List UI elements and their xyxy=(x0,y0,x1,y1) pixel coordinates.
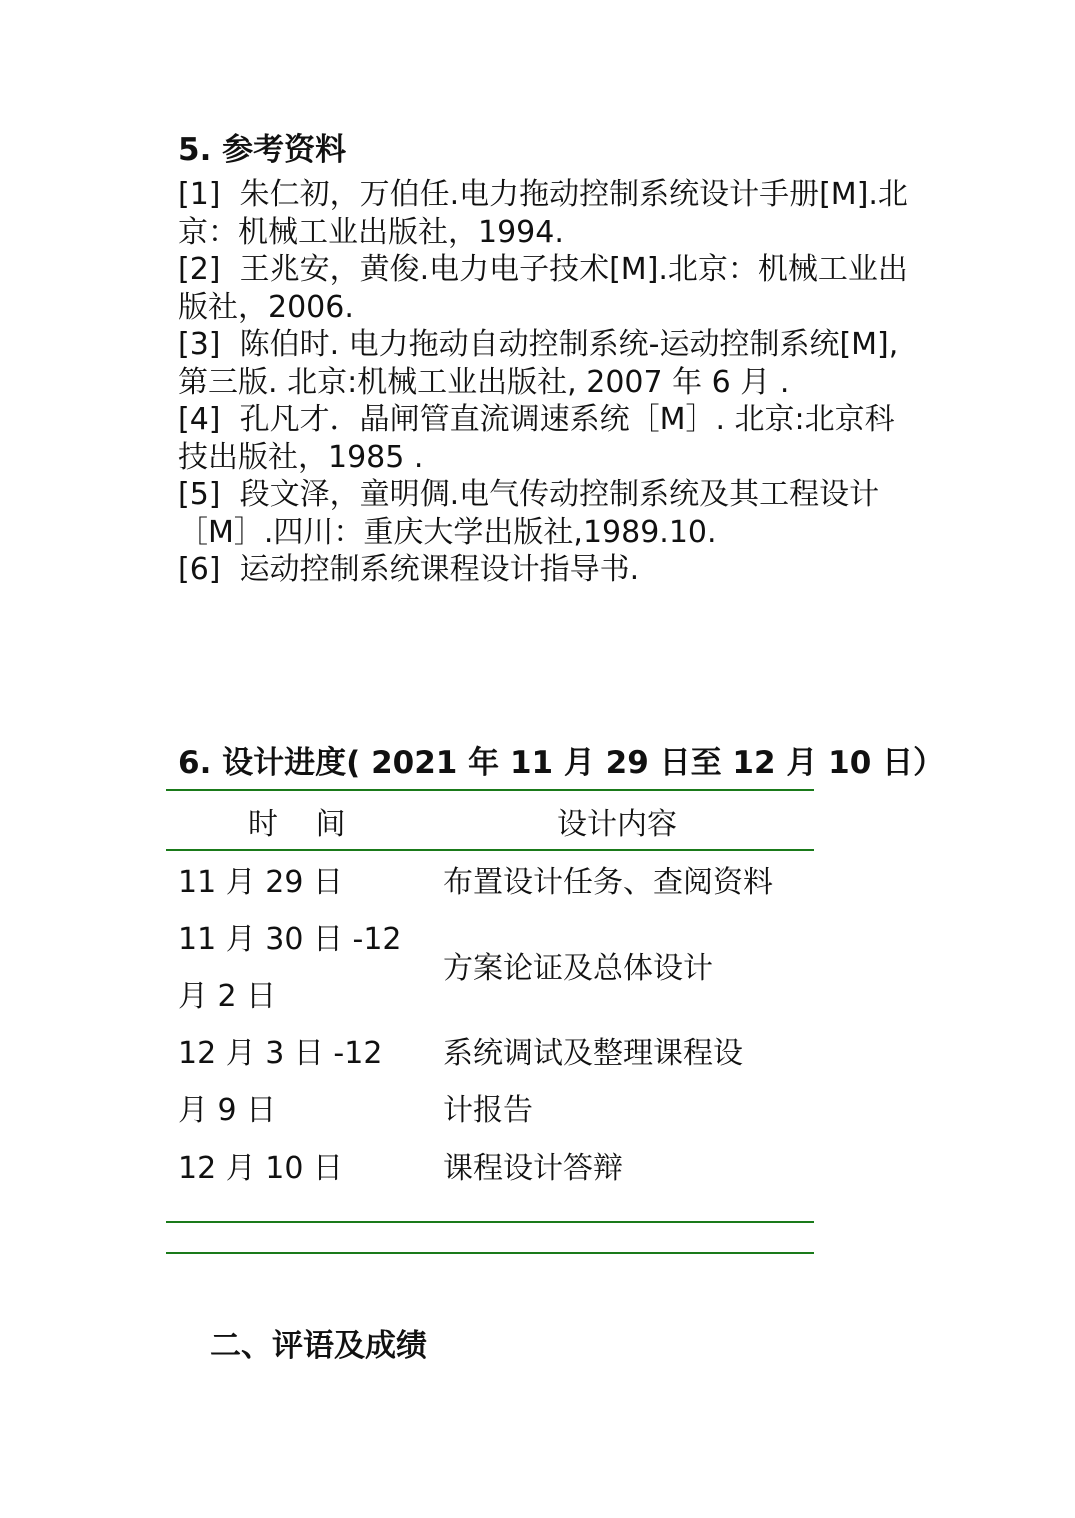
reference-text: [4] 孔凡才．晶闸管直流调速系统［M］. 北京:北京科技出版社，1985 . xyxy=(178,402,895,475)
section-5-heading: 5. 参考资料 xyxy=(178,132,347,168)
reference-item xyxy=(178,476,918,551)
table-top-rule xyxy=(166,789,814,791)
row-content: 布置设计任务、查阅资料 xyxy=(443,865,773,900)
header-time: 时 间 xyxy=(248,807,346,842)
reference-text: [1] 朱仁初，万伯任.电力拖动控制系统设计手册[M].北京：机械工业出版社，1994. xyxy=(178,177,908,250)
section-6-heading: 6. 设计进度( 2021 年 11 月 29 日至 12 月 10 日） xyxy=(178,745,945,781)
reference-item xyxy=(178,176,918,251)
reference-text: [5] 段文泽，童明倜.电气传动控制系统及其工程设计［M］.四川：重庆大学出版社,1989.10. xyxy=(178,477,880,550)
table-bottom-rule-2 xyxy=(166,1252,814,1254)
reference-list xyxy=(178,176,918,589)
header-content: 设计内容 xyxy=(557,807,677,842)
row-content-continued: 计报告 xyxy=(443,1093,533,1128)
reference-item xyxy=(178,401,918,476)
row-content: 方案论证及总体设计 xyxy=(443,951,713,986)
row-content: 系统调试及整理课程设 xyxy=(443,1036,743,1071)
table-bottom-rule xyxy=(166,1221,814,1223)
table-header-rule xyxy=(166,849,814,851)
row-time-continued: 月 2 日 xyxy=(178,979,277,1014)
row-time: 12 月 3 日 -12 xyxy=(178,1036,383,1071)
reference-item xyxy=(178,551,918,589)
reference-item xyxy=(178,251,918,326)
row-time: 11 月 29 日 xyxy=(178,865,343,900)
row-time-continued: 月 9 日 xyxy=(178,1093,277,1128)
row-time: 11 月 30 日 -12 xyxy=(178,922,402,957)
reference-item xyxy=(178,326,918,401)
reference-text: [2] 王兆安，黄俊.电力电子技术[M].北京：机械工业出版社，2006. xyxy=(178,252,908,325)
row-time: 12 月 10 日 xyxy=(178,1151,343,1186)
reference-text: [3] 陈伯时. 电力拖动自动控制系统-运动控制系统[M],第三版. 北京:机械工业出版社, 2007 年 6 月 . xyxy=(178,327,899,400)
reference-text: [6] 运动控制系统课程设计指导书. xyxy=(178,552,640,587)
row-content: 课程设计答辩 xyxy=(443,1151,623,1186)
part-2-heading: 二、评语及成绩 xyxy=(210,1328,427,1364)
